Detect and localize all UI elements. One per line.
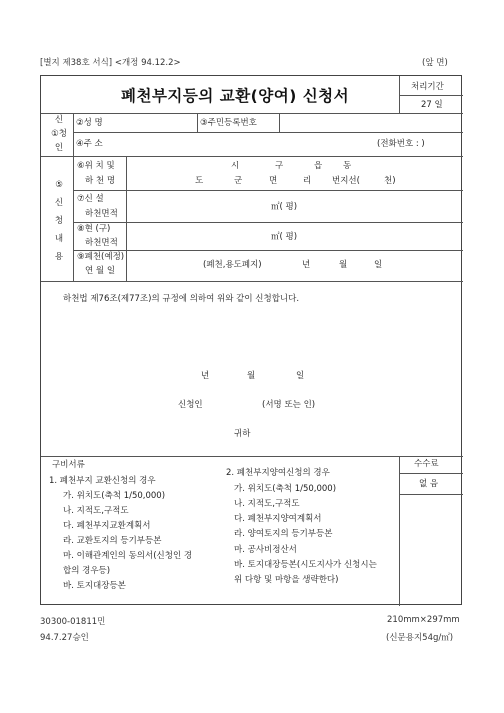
applicant-group-label: 신 ①청 인 <box>51 115 67 153</box>
docs-left-item: 가. 위치도(축척 1/50,000) <box>63 491 166 501</box>
rule-rrn-mid <box>279 113 280 132</box>
docs-left-item: 다. 폐천부지교환계획서 <box>63 521 151 531</box>
rule-period-mid <box>399 95 463 96</box>
rule-title-bottom <box>41 113 399 114</box>
docs-left-item-cont: 합의 경우등) <box>63 566 111 576</box>
new-area-value: ㎡( 평) <box>271 202 298 212</box>
address-label: ④주 소 <box>76 139 103 149</box>
rule-fee-bottom <box>399 494 463 495</box>
location-label-line1: ⑥위 치 및 <box>77 161 115 171</box>
docs-right-item: 가. 위치도(축척 1/50,000) <box>234 484 337 494</box>
rule-newarea-bottom <box>73 222 463 223</box>
docs-right-heading: 2. 폐천부지양여신청의 경우 <box>226 468 330 478</box>
applicant-sign-label: 신청인 <box>178 400 203 410</box>
docs-left-item: 바. 토지대장등본 <box>63 581 126 591</box>
location-eup: 읍 <box>314 161 323 171</box>
location-gun: 군 <box>234 176 243 186</box>
docs-left-heading: 1. 폐천부지 교환신청의 경우 <box>49 476 156 486</box>
processing-period-label: 처리기간 <box>411 82 444 92</box>
abolish-date-label-line2: 연 월 일 <box>85 266 116 276</box>
rule-period-bottom <box>399 113 463 114</box>
location-do: 도 <box>195 176 204 186</box>
location-river: 천) <box>384 176 396 186</box>
location-dong: 동 <box>343 161 352 171</box>
docs-right-item: 바. 토지대장등본(시도지사가 신청시는 <box>234 560 377 570</box>
sign-year: 년 <box>201 371 210 381</box>
addressee: 귀하 <box>234 429 251 439</box>
abolish-type: (폐천,용도폐지) <box>203 260 262 270</box>
rule-curarea-bottom <box>73 250 463 251</box>
location-ri: 리 <box>303 176 312 186</box>
approval-date: 94.7.27승인 <box>40 633 89 643</box>
new-area-label-line1: ⑦신 설 <box>77 194 104 204</box>
abolish-day: 일 <box>374 260 383 270</box>
location-bunji: 번지선( <box>332 176 360 186</box>
rule-fee-mid <box>399 473 463 474</box>
paper-size: 210mm×297mm <box>387 615 460 625</box>
rule-group-column <box>73 113 74 281</box>
front-side-label: (앞 면) <box>422 58 448 68</box>
docs-right-item-cont: 위 다항 및 마항을 생략한다) <box>234 575 339 585</box>
docs-right-item: 마. 공사비정산서 <box>234 545 297 555</box>
content-group-label: ⑤ 신 청 내 용 <box>54 180 64 262</box>
resident-number-label: ③주민등록번호 <box>200 118 257 128</box>
fee-value: 없 음 <box>419 479 439 489</box>
current-area-label-line2: 하천면적 <box>85 238 118 248</box>
rule-fee-left <box>399 456 400 606</box>
docs-left-item: 나. 지적도,구적도 <box>63 506 129 516</box>
abolish-year: 년 <box>302 260 311 270</box>
declaration-text: 하천법 제76조(제77조)의 규정에 의하여 위와 같이 신청합니다. <box>63 294 300 304</box>
rule-content-bottom <box>41 281 463 282</box>
location-gu: 구 <box>275 161 284 171</box>
rule-name-bottom <box>73 132 463 133</box>
fee-label: 수수료 <box>414 459 439 469</box>
required-docs-title: 구비서류 <box>52 460 85 470</box>
current-area-label-line1: ⑧현 (구) <box>77 224 111 234</box>
rule-period-left <box>399 76 400 113</box>
processing-period-value: 27 일 <box>421 100 443 110</box>
rule-location-bottom <box>73 190 463 191</box>
abolish-date-label-line1: ⑨폐천(예정) <box>77 252 125 262</box>
location-si: 시 <box>231 161 240 171</box>
docs-left-item: 라. 교환토지의 등기부등본 <box>63 536 162 546</box>
rule-label-column <box>126 156 127 281</box>
docs-right-item: 다. 폐천부지양여계획서 <box>234 514 322 524</box>
form-title: 폐천부지등의 교환(양여) 신청서 <box>121 87 350 105</box>
paper-spec: (신문용지54g/㎡) <box>386 633 454 643</box>
docs-right-item: 라. 양여토지의 등기부등본 <box>234 529 333 539</box>
signature-hint: (서명 또는 인) <box>262 400 316 410</box>
new-area-label-line2: 하천면적 <box>85 209 118 219</box>
sign-month: 월 <box>247 371 256 381</box>
rule-applicant-bottom <box>41 156 463 157</box>
location-myeon: 면 <box>269 176 278 186</box>
sign-day: 일 <box>296 371 305 381</box>
docs-right-item: 나. 지적도,구적도 <box>234 499 300 509</box>
name-label: ②성 명 <box>76 118 103 128</box>
current-area-value: ㎡( 평) <box>271 232 298 242</box>
abolish-month: 월 <box>339 260 348 270</box>
phone-label: (전화번호 : ) <box>377 139 425 149</box>
application-form <box>40 75 462 605</box>
form-code: 30300-01811민 <box>40 617 106 627</box>
docs-left-item: 마. 이해관계인의 동의서(신청인 경 <box>63 551 193 561</box>
form-number: [별지 제38호 서식] <개정 94.12.2> <box>40 58 181 68</box>
rule-name-mid <box>197 113 198 132</box>
location-label-line2: 하 천 명 <box>85 176 116 186</box>
